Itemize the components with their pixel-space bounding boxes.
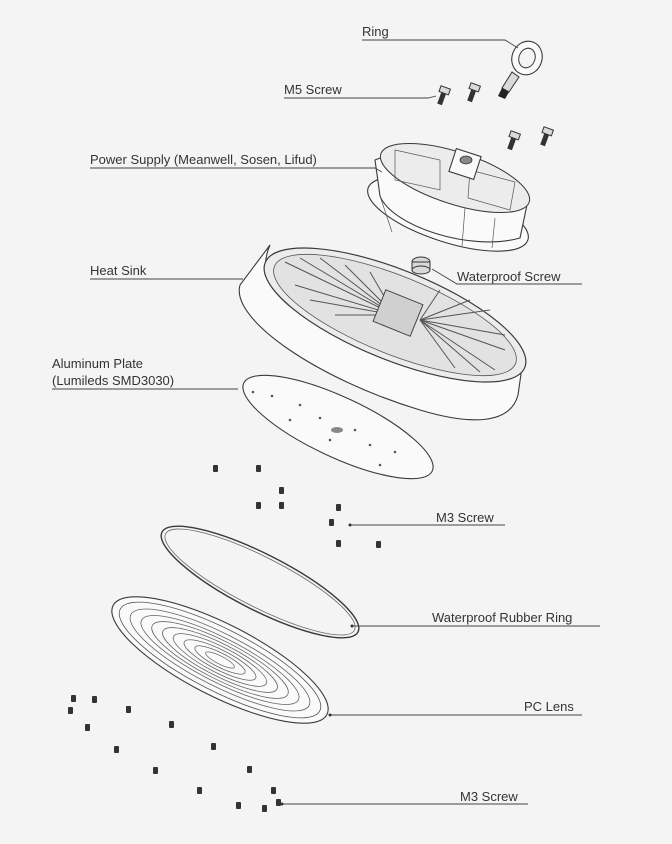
label-aluminum-plate-led: (Lumileds SMD3030): [52, 373, 175, 388]
m3-screws-lower: [68, 695, 281, 812]
label-pc-lens: PC Lens: [524, 699, 574, 714]
label-power-supply: Power Supply (Meanwell, Sosen, Lifud): [90, 152, 317, 167]
m3-screws-upper: [213, 465, 381, 548]
label-waterproof-rubber-ring: Waterproof Rubber Ring: [432, 610, 573, 625]
waterproof-screw-part: [412, 257, 430, 274]
power-supply-part: [359, 129, 537, 266]
m5-screws: [435, 83, 554, 151]
label-m3-screw-lower: M3 Screw: [460, 789, 518, 804]
pc-lens-part: [97, 573, 344, 746]
label-m3-screw-upper: M3 Screw: [436, 510, 494, 525]
label-waterproof-screw: Waterproof Screw: [457, 269, 561, 284]
label-aluminum-plate: Aluminum Plate: [52, 356, 144, 371]
label-heat-sink: Heat Sink: [90, 263, 147, 278]
label-ring: Ring: [362, 24, 389, 39]
ring-part: [498, 37, 547, 99]
label-m5-screw: M5 Screw: [284, 82, 342, 97]
